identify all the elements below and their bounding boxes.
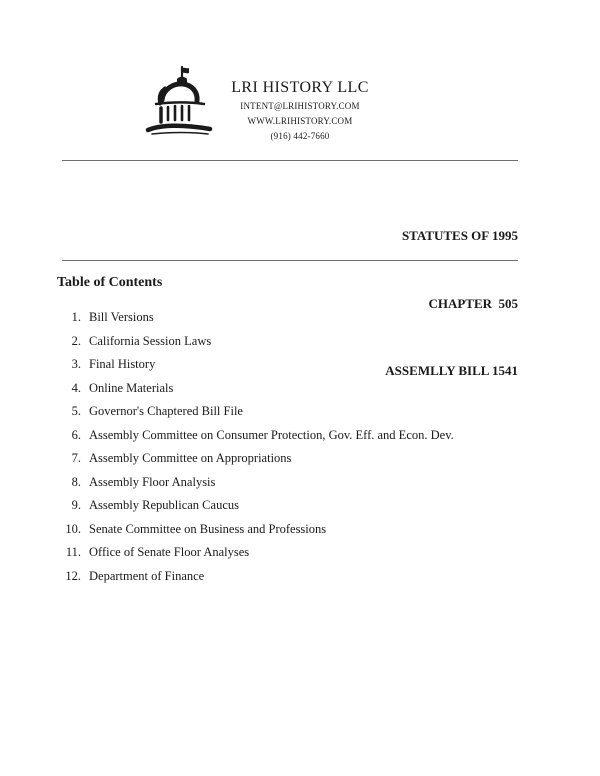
toc-item-label: Final History <box>89 357 156 371</box>
toc-item-label: California Session Laws <box>89 333 212 348</box>
toc-item-label: Bill Versions <box>89 310 154 324</box>
toc-item-number: 9. <box>71 498 81 512</box>
company-phone: (916) 442-7660 <box>270 131 330 141</box>
toc-item-label: Assembly Republican Caucus <box>89 498 239 512</box>
bottom-divider <box>62 260 518 261</box>
company-website: WWW.LRIHISTORY.COM <box>247 116 353 126</box>
statute-chapter: CHAPTER 505 <box>428 295 518 311</box>
toc-item-number: 8. <box>71 474 81 489</box>
toc-item-number: 12. <box>65 568 81 583</box>
toc-item-number: 11. <box>65 545 81 559</box>
top-divider <box>62 160 518 161</box>
toc-item-number: 10. <box>65 521 81 536</box>
statute-bill: ASSEMLLY BILL 1541 <box>385 363 518 378</box>
company-email: INTENT@LRIHISTORY.COM <box>240 101 360 111</box>
toc-item-number: 5. <box>71 404 81 418</box>
toc-item-number: 4. <box>71 380 81 395</box>
toc-item-number: 7. <box>71 451 81 465</box>
toc-item-number: 3. <box>71 357 81 371</box>
toc-item-label: Online Materials <box>89 380 174 395</box>
toc-item-label: Department of Finance <box>89 568 205 583</box>
toc-item-label: Assembly Committee on Appropriations <box>89 451 292 465</box>
statute-year: STATUTES OF 1995 <box>401 228 518 243</box>
toc-item-label: Assembly Committee on Consumer Protection, Gov. Eff. and Econ. Dev. <box>89 427 454 442</box>
company-name: LRI HISTORY LLC <box>231 79 369 96</box>
company-header <box>200 78 400 144</box>
toc-item-label: Governor's Chaptered Bill File <box>89 404 243 418</box>
toc-item-number: 6. <box>71 427 81 442</box>
toc-item-number: 2. <box>71 333 81 348</box>
toc-item-label: Office of Senate Floor Analyses <box>89 545 250 559</box>
toc-item-label: Senate Committee on Business and Professions <box>89 521 327 536</box>
toc-item-label: Assembly Floor Analysis <box>89 474 216 489</box>
toc-item-number: 1. <box>71 310 81 324</box>
statute-block <box>385 180 518 405</box>
toc-title: Table of Contents <box>57 275 163 290</box>
